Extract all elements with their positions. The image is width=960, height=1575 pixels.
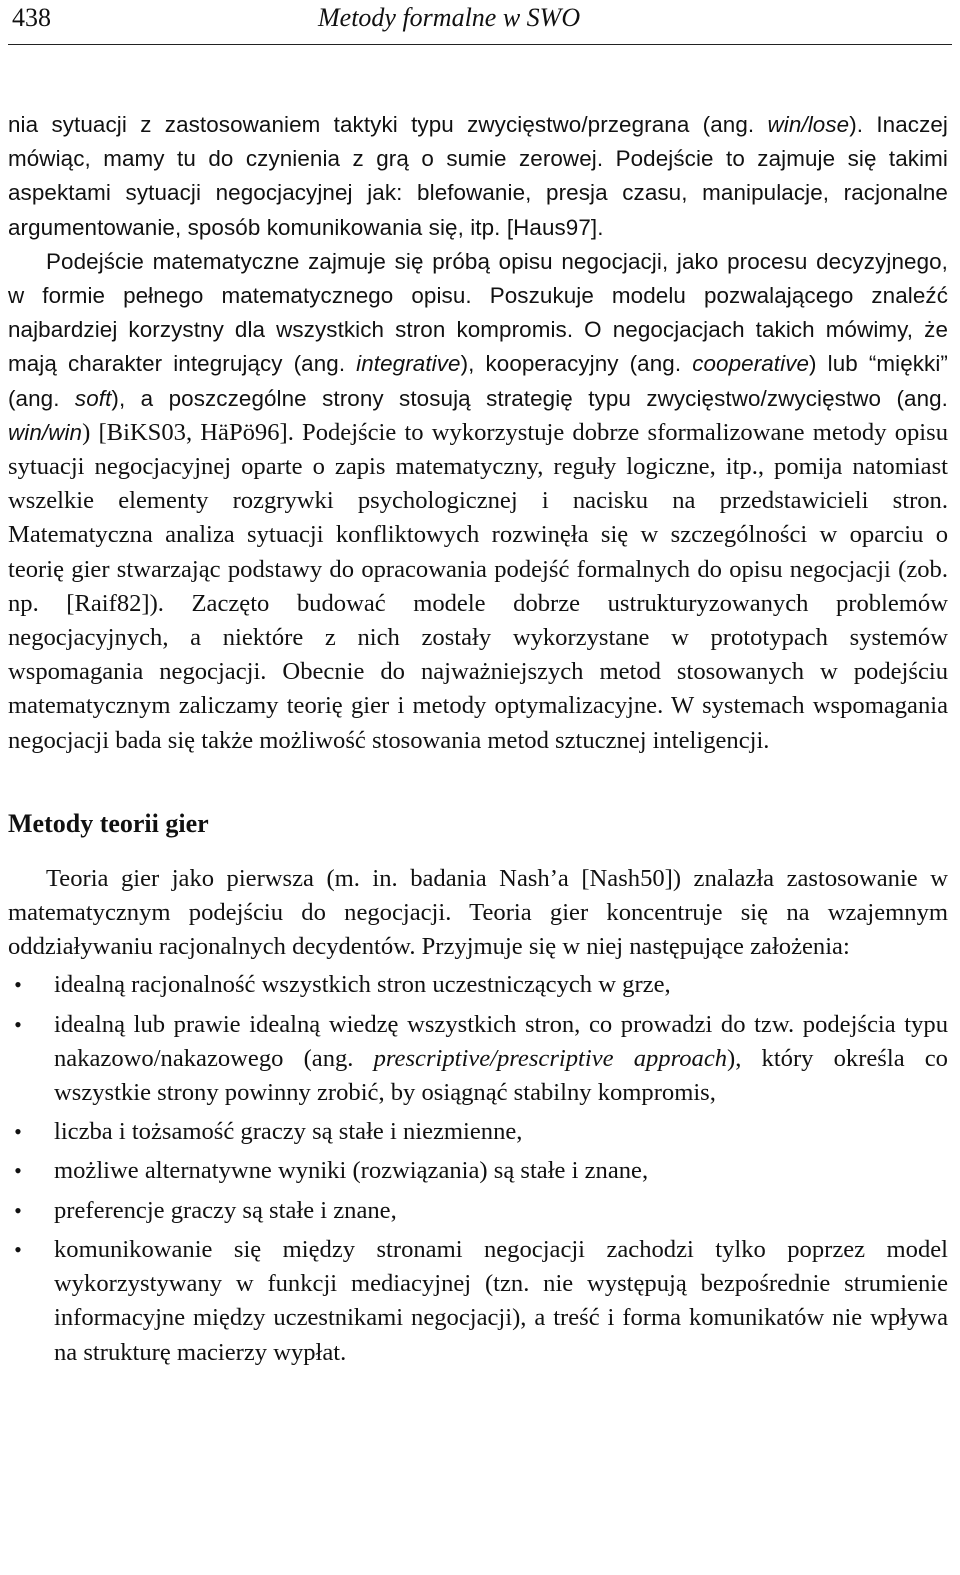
- list-item-text: idealną lub prawie idealną wiedzę wszystkich stron, co prowadzi do tzw. podejścia typu nakazowo/nakazowego (ang.: [54, 1010, 948, 1072]
- list-item-text: komunikowanie się między stronami negocjacji zachodzi tylko poprzez model wykorzystywany w funkcji mediacyjnej (tzn. nie występują bezpośrednie strumienie informacyjne między uczestnikami negocjacji), a treść i forma komunikatów nie wpływa na strukturę macierzy wypłat.: [54, 1235, 948, 1366]
- text-run: ), kooperacyjny (ang.: [460, 351, 693, 377]
- text-run: ) lub “miękki” (ang.: [8, 351, 948, 411]
- assumptions-list: [8, 968, 948, 1369]
- list-item: [8, 1194, 948, 1228]
- term-soft: soft: [74, 385, 112, 411]
- paragraph-game-theory-intro: Teoria gier jako pierwsza (m. in. badania Nash’a [Nash50]) znalazła zastosowanie w matematycznym podejściu do negocjacji. Teoria gier koncentruje się na wzajemnym oddziaływaniu racjonalnych decydentów. Przyjmuje się w niej następujące założenia:: [8, 864, 948, 961]
- page-body: [8, 108, 948, 1375]
- list-item-text: preferencje graczy są stałe i znane,: [54, 1196, 397, 1224]
- term-integrative: integrative: [356, 351, 461, 377]
- term-win-lose: win/lose: [767, 112, 850, 137]
- list-item: [8, 1233, 948, 1370]
- text-run: ). Inaczej mówiąc, mamy tu do czynienia z grą o sumie zerowej. Podejście to zajmuje się takimi aspektami sytuacji negocjacyjnej jak: blefowanie, presja czasu, manipulacje, racjonalne argumentowanie, sposób komunikowania się, itp. [Haus97].: [8, 112, 948, 240]
- list-item-text: ), który określa co wszystkie strony powinny zrobić, by osiągnąć stabilny kompromis,: [54, 1044, 948, 1107]
- text-run: ), a poszczególne strony stosują strategię typu zwycięstwo/zwycięstwo (ang.: [111, 385, 949, 411]
- list-item-text: liczba i tożsamość graczy są stałe i niezmienne,: [54, 1118, 523, 1146]
- section-heading: Metody teorii gier: [8, 808, 209, 838]
- bullet-icon: •: [14, 1119, 22, 1145]
- text-run: nia sytuacji z zastosowaniem taktyki typu zwycięstwo/przegrana (ang.: [8, 112, 768, 137]
- running-title: Metody formalne w SWO: [318, 3, 581, 32]
- term-cooperative: cooperative: [692, 351, 810, 377]
- text-run: ) [BiKS03, HäPö96]. Podejście to wykorzystuje dobrze sformalizowane metody opisu sytuacji negocjacyjnej oparte o zapis matematyczny, reguły logiczne, itp., pomija natomiast wszelkie elementy rozgrywki psychologicznej i nacisku na przedstawicieli stron. Matematyczna analiza sytuacji konfliktowych rozwinęła się w szczególności w oparciu o teorię gier stwarzając podstawy do opracowania podejść formalnych do opisu negocjacji (zob. np. [Raif82]). Zaczęto budować modele dobrze ustrukturyzowanych problemów negocjacyjnych, a niektóre z nich zostały wykorzystane w prototypach systemów wspomagania negocjacji. Obecnie do najważniejszych metod stosowanych w podejściu matematycznym zaliczamy teorię gier i metody optymalizacyjne. W systemach wspomagania negocjacji bada się także możliwość stosowania metod sztucznej inteligencji.: [8, 418, 948, 754]
- bullet-icon: •: [14, 1197, 22, 1223]
- page-number: 438: [12, 3, 51, 32]
- list-item-text: możliwe alternatywne wyniki (rozwiązania) są stałe i znane,: [54, 1157, 649, 1185]
- list-item-text: idealną racjonalność wszystkich stron uczestniczących w grze,: [54, 971, 671, 999]
- bullet-icon: •: [14, 1236, 22, 1262]
- bullet-icon: •: [14, 1158, 22, 1184]
- bullet-icon: •: [14, 972, 22, 998]
- page-header: [8, 0, 952, 45]
- list-item: [8, 1008, 948, 1111]
- text-run: Podejście matematyczne zajmuje się próbą opisu negocjacji, jako procesu decyzyjnego, w formie pełnego matematycznego opisu. Poszukuje modelu pozwalającego znaleźć najbardziej korzystny dla wszystkich stron kompromis. O negocjacjach takich mówimy, że mają charakter integrujący (ang.: [8, 248, 948, 377]
- list-item: [8, 1115, 948, 1149]
- term-prescriptive-approach: prescriptive/prescriptive approach: [373, 1044, 728, 1072]
- list-item: [8, 1154, 948, 1188]
- bullet-icon: •: [14, 1011, 22, 1037]
- paragraph-intro-continuation: [8, 108, 948, 245]
- list-item: [8, 968, 948, 1002]
- term-win-win: win/win: [8, 419, 83, 445]
- paragraph-mathematical-approach: [8, 245, 948, 758]
